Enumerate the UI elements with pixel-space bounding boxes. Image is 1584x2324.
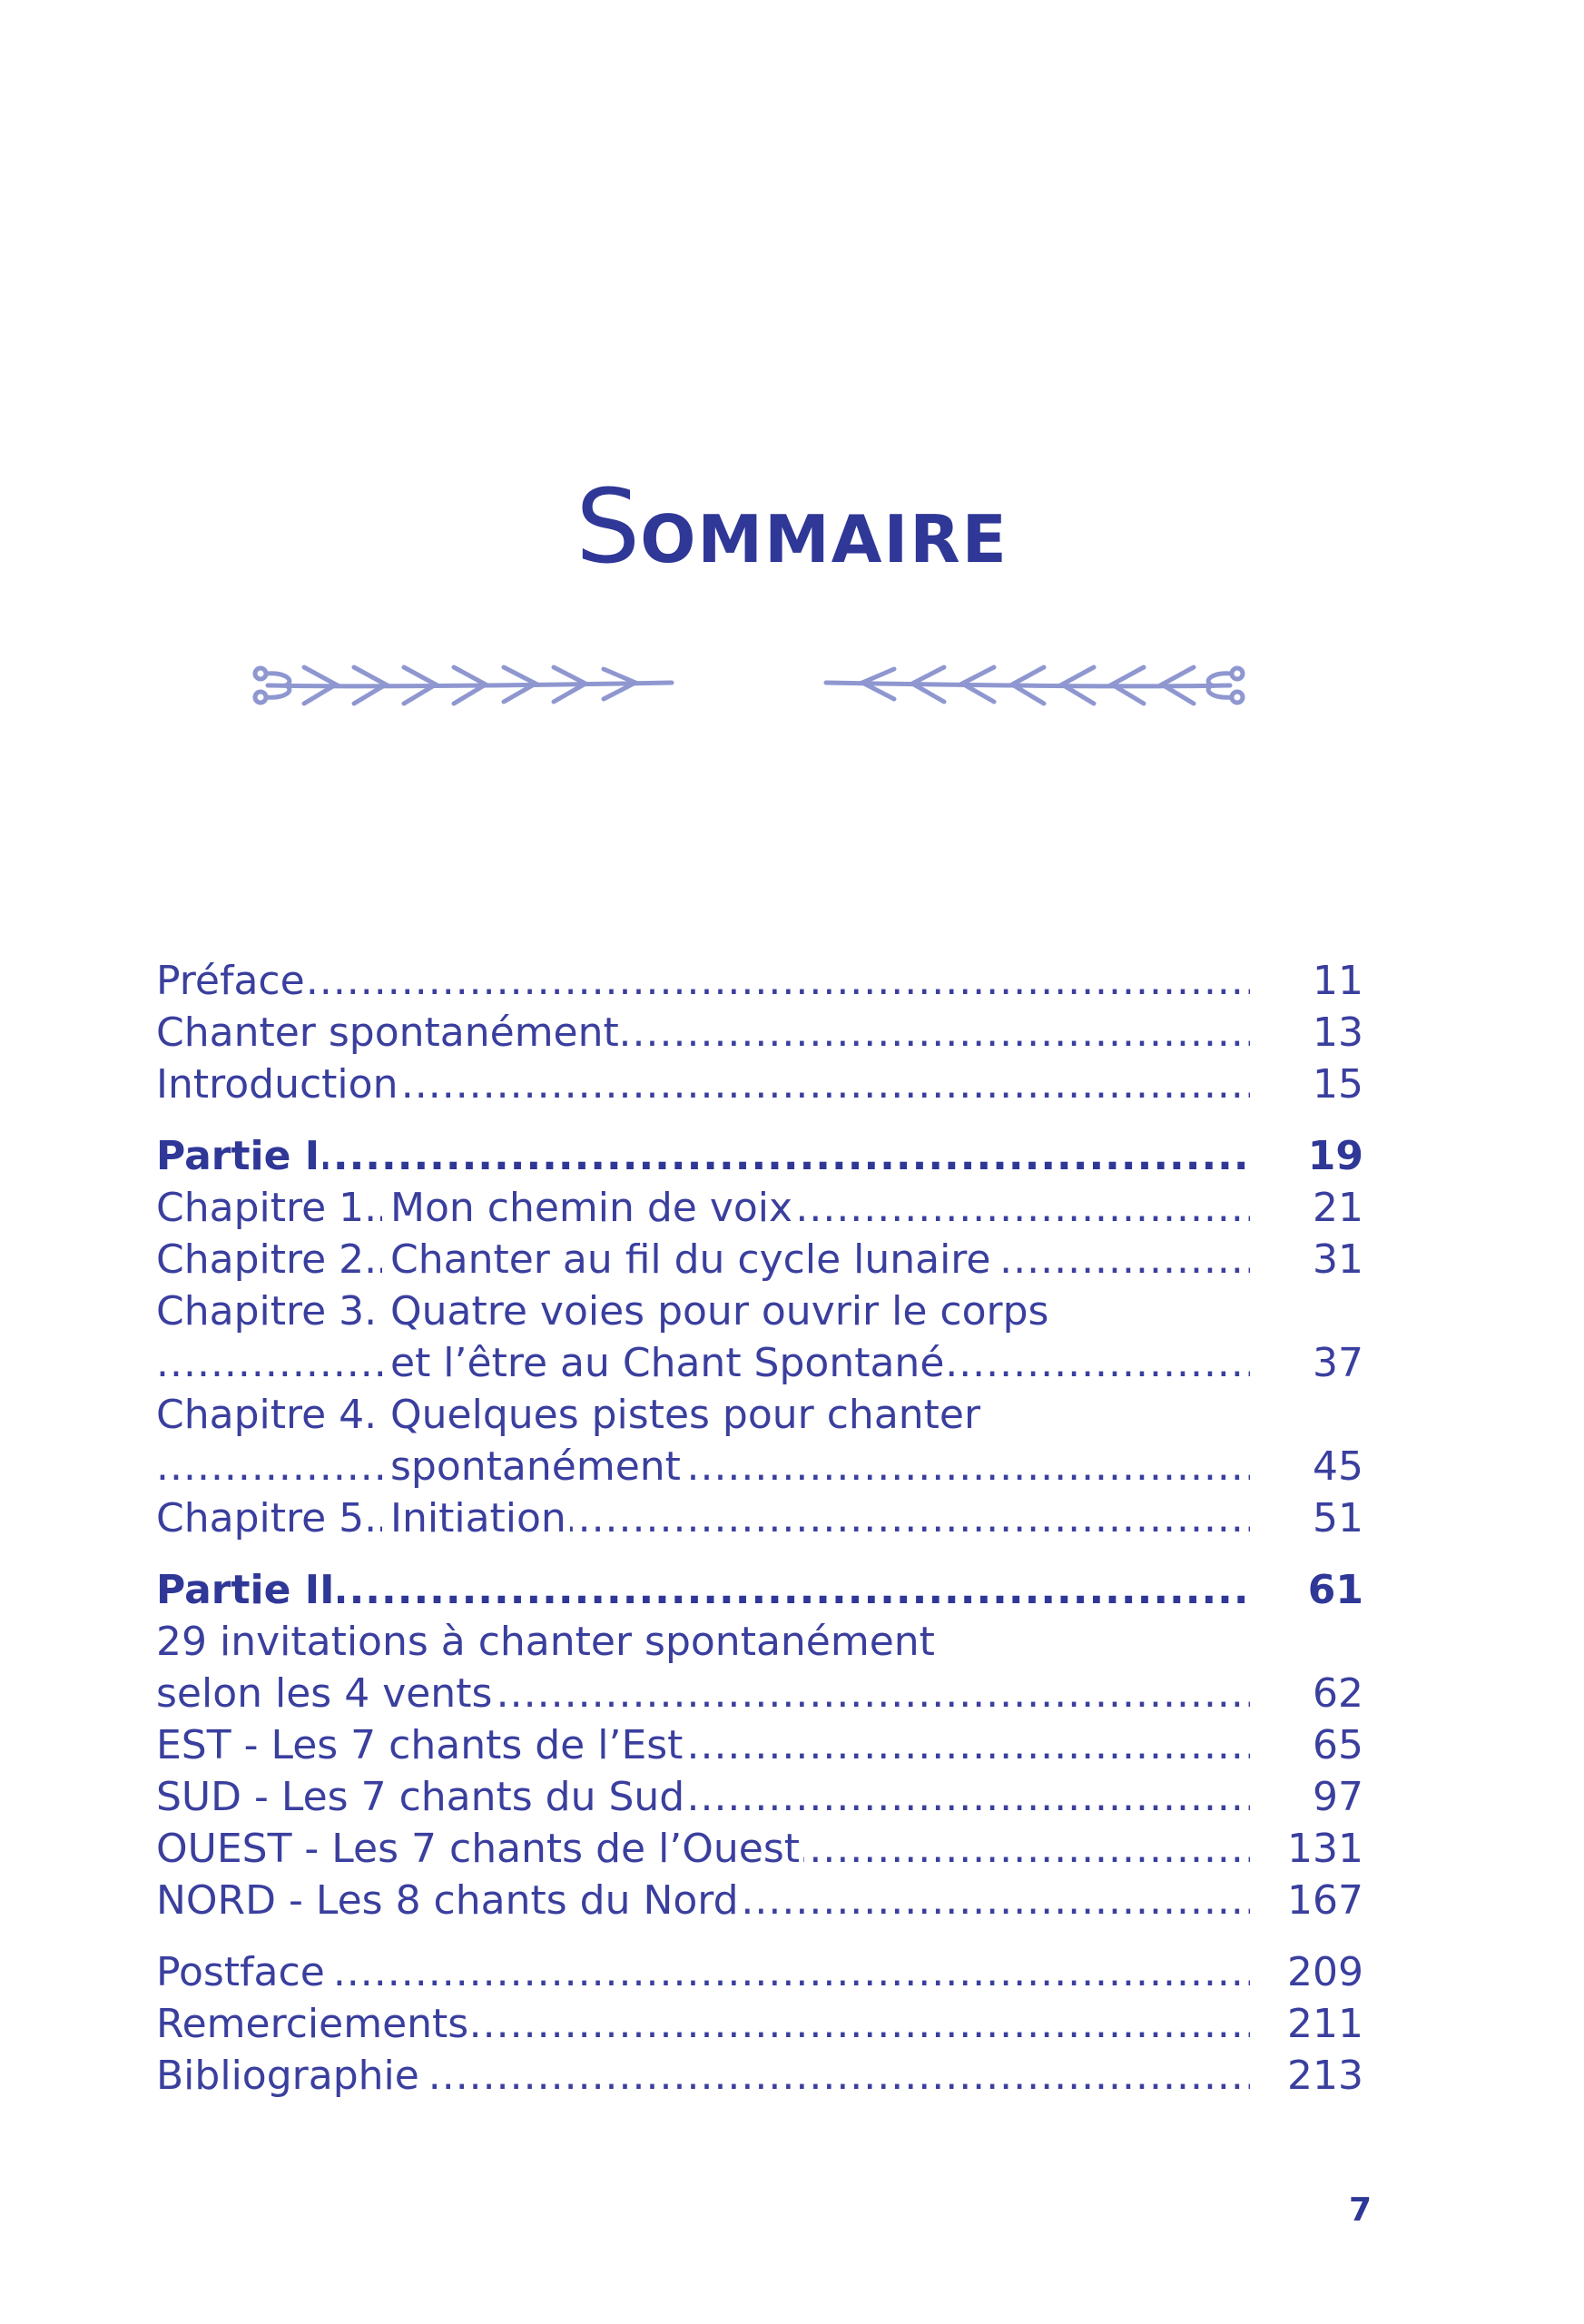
toc-label: spontanément bbox=[390, 1441, 684, 1492]
toc-page-number: 13 bbox=[1313, 1009, 1363, 1056]
toc-label: Quatre voies pour ouvrir le corps bbox=[390, 1285, 1052, 1337]
toc-entry-est[interactable] bbox=[156, 1719, 1363, 1771]
toc-label: Initiation bbox=[390, 1492, 570, 1544]
toc-entry-bibliographie[interactable] bbox=[156, 2050, 1363, 2102]
toc-entry-chapitre-5[interactable] bbox=[156, 1492, 1363, 1544]
toc-page-number: 21 bbox=[1313, 1185, 1363, 1231]
toc-label: Remerciements bbox=[156, 1998, 472, 2050]
toc-chapter-prefix: Chapitre 1. bbox=[156, 1182, 380, 1234]
toc-chapter-prefix: Chapitre 2. bbox=[156, 1234, 380, 1285]
toc-label: NORD - Les 8 chants du Nord bbox=[156, 1875, 743, 1926]
toc-entry-preface[interactable] bbox=[156, 955, 1363, 1007]
toc-label: selon les 4 vents bbox=[156, 1668, 496, 1719]
toc-page-number: 45 bbox=[1313, 1443, 1363, 1490]
toc-page-number: 31 bbox=[1313, 1236, 1363, 1283]
toc-label: Bibliographie bbox=[156, 2050, 423, 2102]
laurel-branch-left-icon bbox=[250, 645, 685, 717]
toc-page-number: 97 bbox=[1313, 1774, 1363, 1820]
toc-page-number: 51 bbox=[1313, 1495, 1363, 1541]
toc-label: Chanter au fil du cycle lunaire bbox=[390, 1234, 995, 1285]
toc-entry-chapitre-3-line2[interactable] bbox=[156, 1337, 1363, 1389]
toc-label: Quelques pistes pour chanter bbox=[390, 1389, 984, 1441]
toc-page-number: 61 bbox=[1307, 1567, 1363, 1613]
toc-entry-chanter[interactable] bbox=[156, 1007, 1363, 1059]
toc-entry-ouest[interactable] bbox=[156, 1823, 1363, 1875]
toc-page-number: 19 bbox=[1307, 1133, 1363, 1179]
toc-label: SUD - Les 7 chants du Sud bbox=[156, 1771, 688, 1823]
toc-label: EST - Les 7 chants de l’Est bbox=[156, 1719, 686, 1771]
toc-label: et l’être au Chant Spontané bbox=[390, 1337, 948, 1389]
toc-label: Partie I bbox=[156, 1130, 323, 1182]
toc-label: Postface bbox=[156, 1946, 329, 1998]
toc-entry-invitations-line2[interactable] bbox=[156, 1668, 1363, 1719]
toc-entry-partie-1[interactable] bbox=[156, 1130, 1363, 1182]
title-rest: OMMAIRE bbox=[640, 501, 1008, 578]
page-number: 7 bbox=[1349, 2191, 1372, 2229]
table-of-contents bbox=[156, 955, 1363, 2102]
toc-entry-remerciements[interactable] bbox=[156, 1998, 1363, 2050]
toc-entry-partie-2[interactable] bbox=[156, 1564, 1363, 1616]
toc-entry-sud[interactable] bbox=[156, 1771, 1363, 1823]
toc-entry-chapitre-4-line1[interactable] bbox=[156, 1389, 1363, 1441]
toc-page-number: 65 bbox=[1313, 1722, 1363, 1768]
toc-chapter-prefix: Chapitre 3. bbox=[156, 1285, 380, 1337]
toc-page-number: 15 bbox=[1313, 1061, 1363, 1108]
toc-label: Partie II bbox=[156, 1564, 338, 1616]
toc-page-number: 131 bbox=[1287, 1826, 1363, 1872]
toc-page-number: 37 bbox=[1313, 1340, 1363, 1386]
toc-page-number: 211 bbox=[1287, 2001, 1363, 2047]
toc-entry-nord[interactable] bbox=[156, 1875, 1363, 1926]
toc-label: Mon chemin de voix bbox=[390, 1182, 796, 1234]
toc-entry-introduction[interactable] bbox=[156, 1059, 1363, 1110]
page-title bbox=[0, 468, 1584, 586]
toc-page-number: 167 bbox=[1287, 1877, 1363, 1924]
dot-leader bbox=[156, 1441, 1250, 1492]
toc-label: 29 invitations à chanter spontanément bbox=[156, 1616, 939, 1668]
toc-label: Chanter spontanément bbox=[156, 1007, 623, 1059]
toc-label: Préface bbox=[156, 955, 309, 1007]
title-initial: S bbox=[576, 468, 641, 587]
toc-page-number: 62 bbox=[1313, 1670, 1363, 1717]
toc-entry-chapitre-2[interactable] bbox=[156, 1234, 1363, 1285]
toc-label: Introduction bbox=[156, 1059, 401, 1110]
toc-label: OUEST - Les 7 chants de l’Ouest bbox=[156, 1823, 803, 1875]
dot-leader bbox=[156, 955, 1250, 1007]
toc-page-number: 209 bbox=[1287, 1949, 1363, 1995]
toc-page-number: 11 bbox=[1313, 958, 1363, 1004]
toc-entry-chapitre-1[interactable] bbox=[156, 1182, 1363, 1234]
laurel-branch-right-icon bbox=[812, 645, 1248, 717]
toc-entry-chapitre-3-line1[interactable] bbox=[156, 1285, 1363, 1337]
toc-entry-postface[interactable] bbox=[156, 1946, 1363, 1998]
toc-page-number: 213 bbox=[1287, 2053, 1363, 2099]
toc-entry-chapitre-4-line2[interactable] bbox=[156, 1441, 1363, 1492]
toc-chapter-prefix: Chapitre 4. bbox=[156, 1389, 380, 1441]
toc-entry-invitations-line1[interactable] bbox=[156, 1616, 1363, 1668]
toc-chapter-prefix: Chapitre 5. bbox=[156, 1492, 380, 1544]
